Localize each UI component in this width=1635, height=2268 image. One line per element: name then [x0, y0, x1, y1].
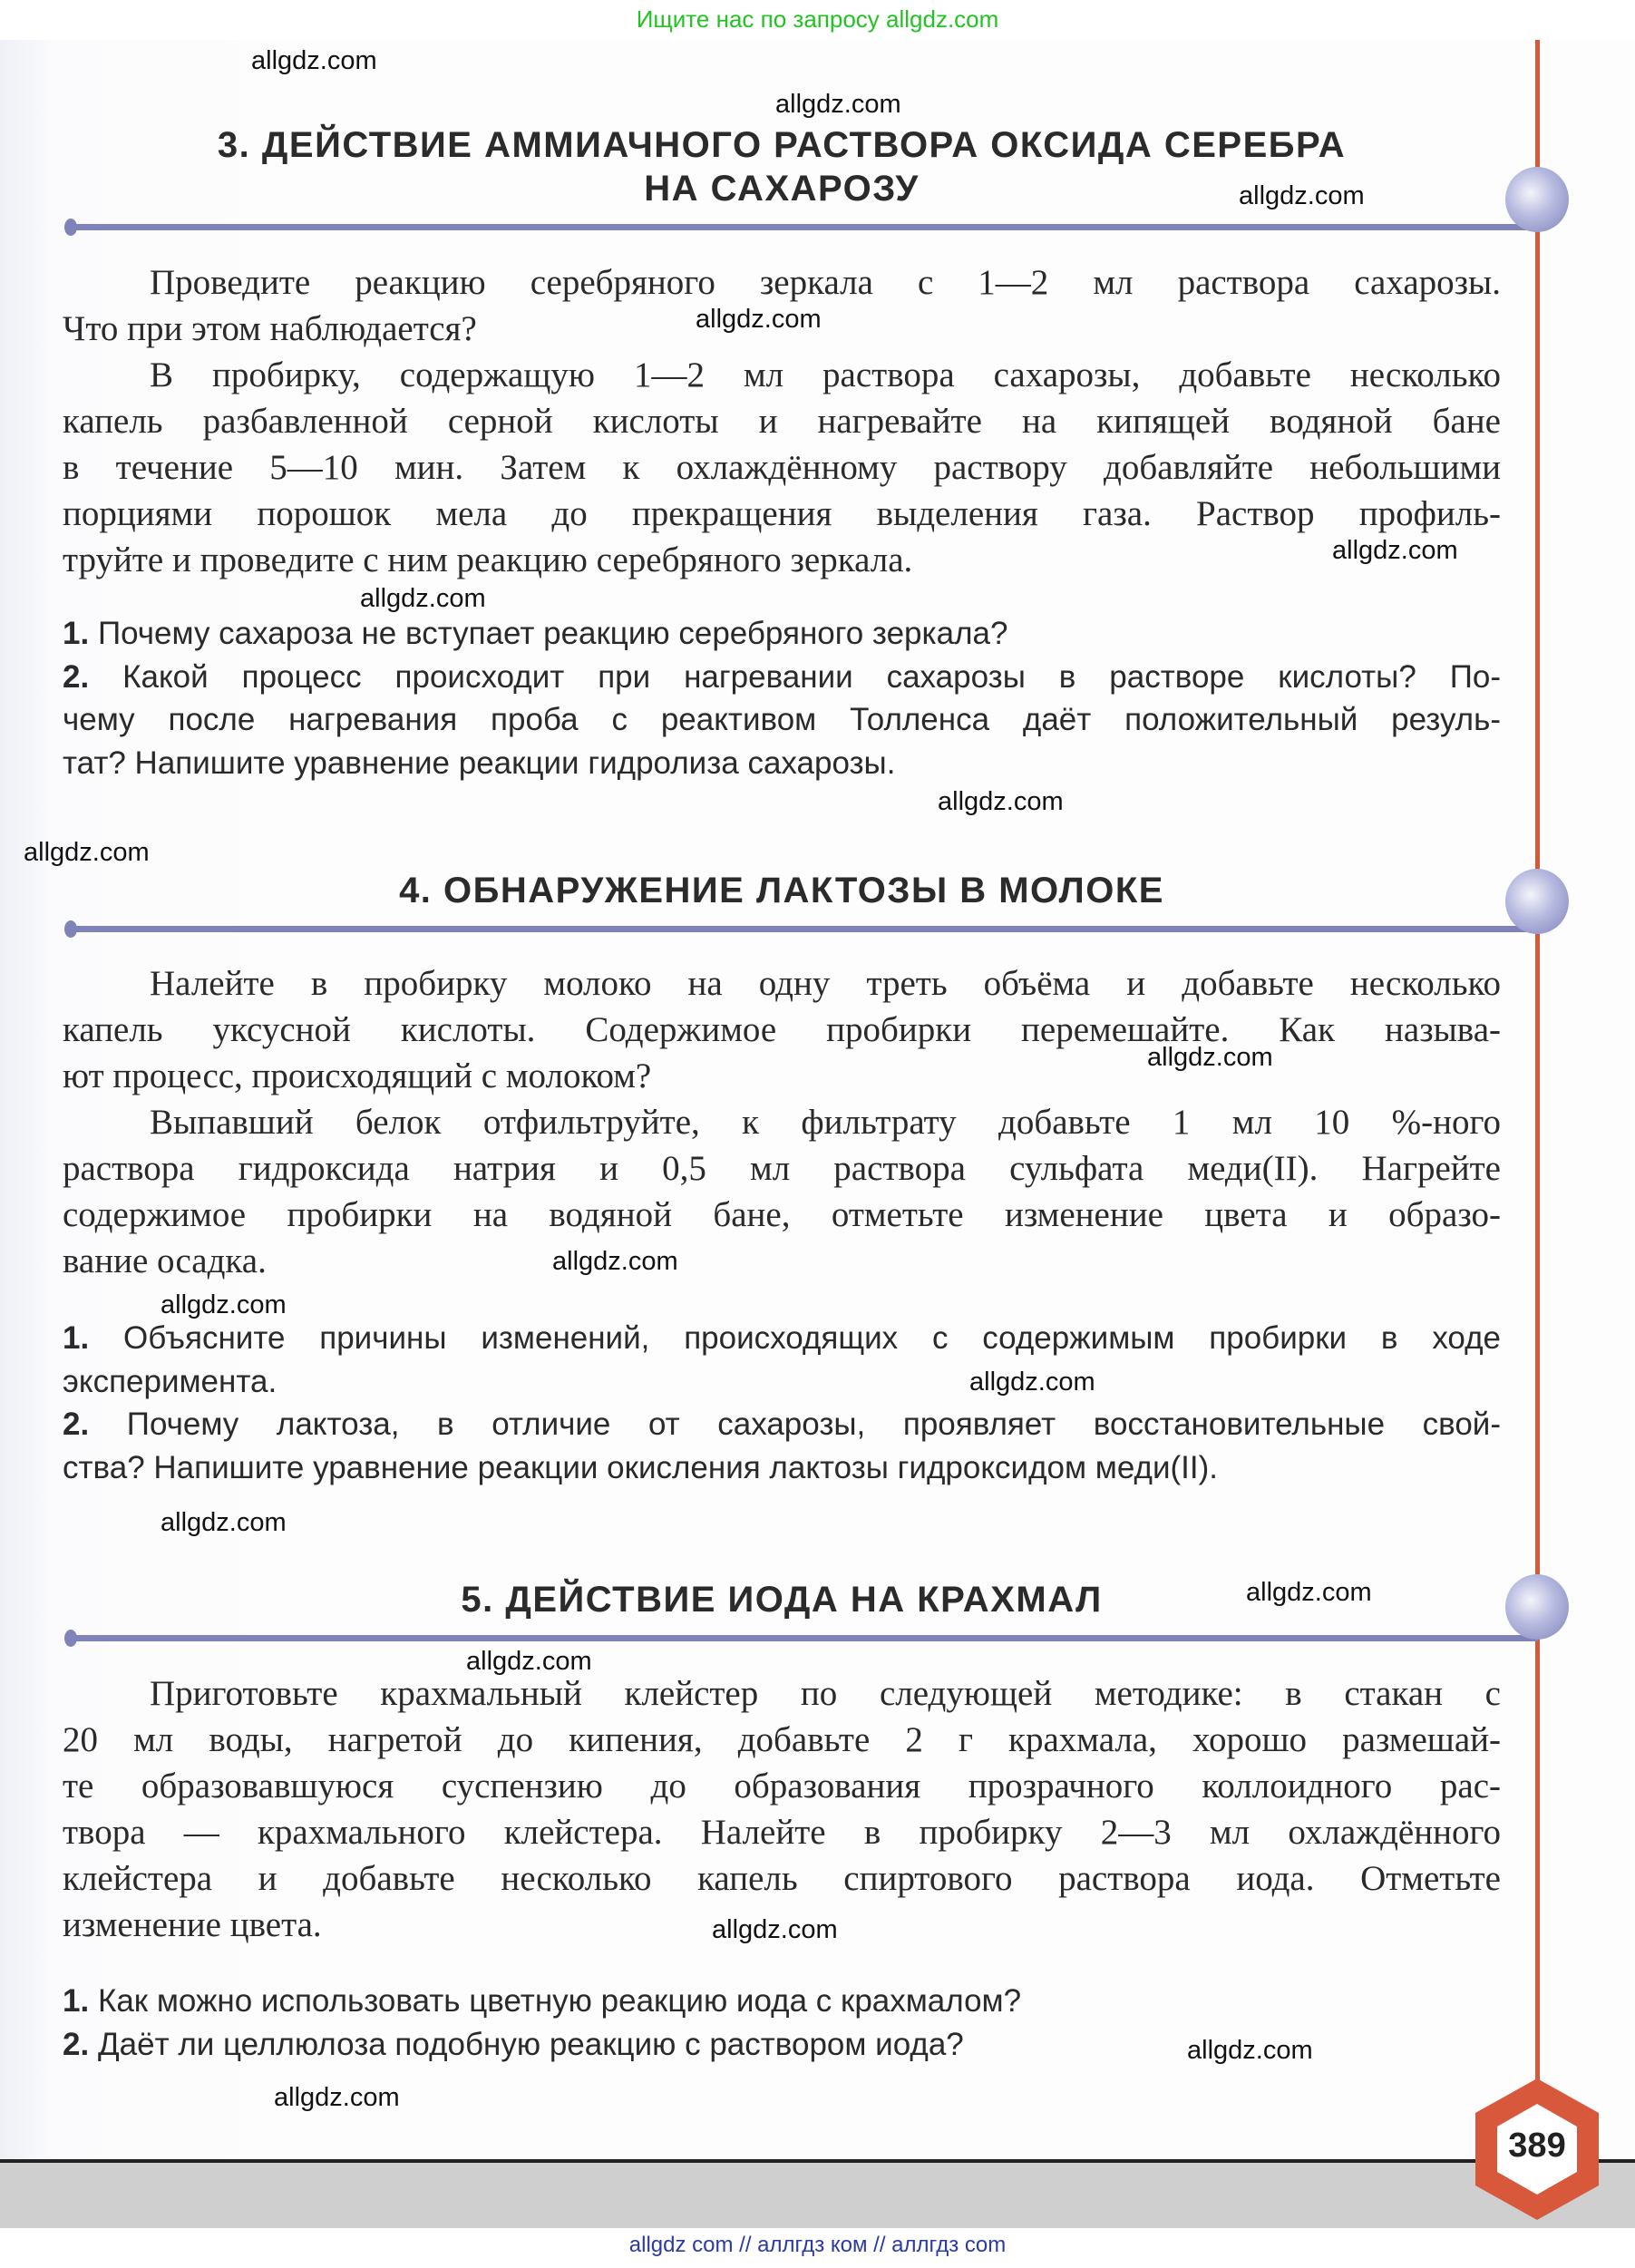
margin-red-line [1535, 40, 1540, 2117]
question-number: 1. [63, 1983, 90, 2019]
watermark: allgdz.com [161, 1290, 287, 1319]
text-line: порциями порошок мела до прекращения выделения газа. Раствор профиль- [63, 494, 1501, 533]
section-5-text [63, 1670, 1501, 1948]
watermark: allgdz.com [775, 90, 901, 119]
section-4-heading [63, 869, 1501, 912]
page-bottom-band [0, 2163, 1635, 2228]
watermark: allgdz.com [24, 838, 150, 867]
question-text: тат? Напишите уравнение реакции гидролиза сахарозы. [63, 745, 896, 781]
question-text: Объясните причины изменений, происходящих с содержимым пробирки в ходе [123, 1320, 1502, 1356]
question-line [63, 1980, 1501, 2023]
watermark: allgdz.com [274, 2083, 400, 2112]
section-3-marker-ball [1505, 167, 1569, 232]
text-line: клейстера и добавьте несколько капель спиртового раствора иода. Отметьте [63, 1859, 1501, 1898]
text-line: ют процесс, происходящий с молоком? [63, 1056, 652, 1095]
watermark: allgdz.com [1147, 1043, 1273, 1072]
question-text: Как можно использовать цветную реакцию иода с крахмалом? [97, 1983, 1022, 2019]
heading-line: НА САХАРОЗУ [644, 169, 920, 209]
question-line [63, 1403, 1501, 1446]
search-banner: Ищите нас по запросу allgdz.com [636, 5, 999, 33]
text-line: раствора гидроксида натрия и 0,5 мл раствора сульфата меди(II). Нагрейте [63, 1149, 1501, 1188]
watermark: allgdz.com [360, 584, 486, 613]
watermark: allgdz.com [466, 1647, 592, 1676]
heading-line: 5. ДЕЙСТВИЕ ИОДА НА КРАХМАЛ [461, 1580, 1103, 1620]
question-number: 1. [63, 616, 90, 651]
text-line: Приготовьте крахмальный клейстер по следующей методике: в стакан с [150, 1674, 1501, 1713]
question-line [63, 612, 1501, 656]
section-4-marker-ball [1505, 869, 1569, 934]
text-line: Что при этом наблюдается? [63, 309, 477, 348]
heading-line: 4. ОБНАРУЖЕНИЕ ЛАКТОЗЫ В МОЛОКЕ [399, 871, 1164, 910]
watermark: allgdz.com [552, 1247, 678, 1276]
watermark: allgdz.com [938, 787, 1064, 816]
watermark: allgdz.com [1239, 181, 1365, 210]
page-number: 389 [1508, 2127, 1566, 2165]
question-line [63, 742, 1501, 785]
text-line: В пробирку, содержащую 1—2 мл раствора сахарозы, добавьте несколько [150, 355, 1501, 394]
section-4-rule [70, 926, 1539, 932]
question-number: 2. [63, 1407, 90, 1442]
section-4-questions [63, 1317, 1501, 1489]
watermark: allgdz.com [161, 1508, 287, 1537]
section-5-rule [70, 1635, 1539, 1641]
text-line: труйте и проведите с ним реакцию серебряного зеркала. [63, 540, 913, 579]
text-line: в течение 5—10 мин. Затем к охлаждённому раствору добавляйте небольшими [63, 448, 1501, 487]
text-line: капель разбавленной серной кислоты и нагревайте на кипящей водяной бане [63, 402, 1501, 441]
text-line: те образовавшуюся суспензию до образования прозрачного коллоидного рас- [63, 1767, 1501, 1806]
watermark: allgdz.com [1187, 2036, 1313, 2065]
question-text: Почему лактоза, в отличие от сахарозы, проявляет восстановительные свой- [126, 1407, 1501, 1442]
question-line [63, 1317, 1501, 1360]
footer-watermark: allgdz com // аллгдз ком // аллгдз com [628, 2233, 1007, 2257]
question-text: чему после нагревания проба с реактивом Толленса даёт положительный резуль- [63, 702, 1501, 737]
section-3-rule [70, 224, 1539, 230]
watermark: allgdz.com [1332, 536, 1458, 565]
watermark: allgdz.com [712, 1915, 838, 1944]
text-line: 20 мл воды, нагретой до кипения, добавьте 2 г крахмала, хорошо размешай- [63, 1720, 1501, 1759]
question-text: ства? Напишите уравнение реакции окисления лактозы гидроксидом меди(II). [63, 1449, 1218, 1485]
question-text: Почему сахароза не вступает реакцию серебряного зеркала? [97, 616, 1008, 651]
section-3-questions [63, 612, 1501, 784]
section-5-marker-ball [1505, 1574, 1569, 1640]
section-4-text [63, 960, 1501, 1284]
question-number: 1. [63, 1320, 90, 1356]
question-line [63, 1446, 1501, 1490]
text-line: вание осадка. [63, 1241, 267, 1280]
heading-line: 3. ДЕЙСТВИЕ АММИАЧНОГО РАСТВОРА ОКСИДА СЕРЕБРА [217, 125, 1347, 165]
question-text: эксперимента. [63, 1363, 277, 1399]
question-number: 2. [63, 2026, 90, 2062]
watermark: allgdz.com [251, 46, 377, 75]
question-line [63, 698, 1501, 742]
text-line: изменение цвета. [63, 1905, 322, 1944]
text-line: содержимое пробирки на водяной бане, отметьте изменение цвета и образо- [63, 1195, 1501, 1234]
question-text: Какой процесс происходит при нагревании сахарозы в растворе кислоты? По- [122, 658, 1501, 695]
text-line: капель уксусной кислоты. Содержимое пробирки перемешайте. Как называ- [63, 1010, 1501, 1049]
watermark: allgdz.com [696, 305, 822, 334]
text-line: твора — крахмального клейстера. Налейте в пробирку 2—3 мл охлаждённого [63, 1813, 1501, 1852]
question-line [63, 1360, 1501, 1404]
question-number: 2. [63, 658, 90, 695]
watermark: allgdz.com [969, 1368, 1095, 1397]
text-line: Проведите реакцию серебряного зеркала с 1—2 мл раствора сахарозы. [150, 263, 1501, 302]
question-text: Даёт ли целлюлоза подобную реакцию с раствором иода? [97, 2026, 964, 2062]
text-line: Выпавший белок отфильтруйте, к фильтрату добавьте 1 мл 10 %-ного [150, 1103, 1501, 1142]
question-line [63, 656, 1501, 699]
watermark: allgdz.com [1246, 1578, 1372, 1607]
text-line: Налейте в пробирку молоко на одну треть объёма и добавьте несколько [150, 964, 1501, 1003]
